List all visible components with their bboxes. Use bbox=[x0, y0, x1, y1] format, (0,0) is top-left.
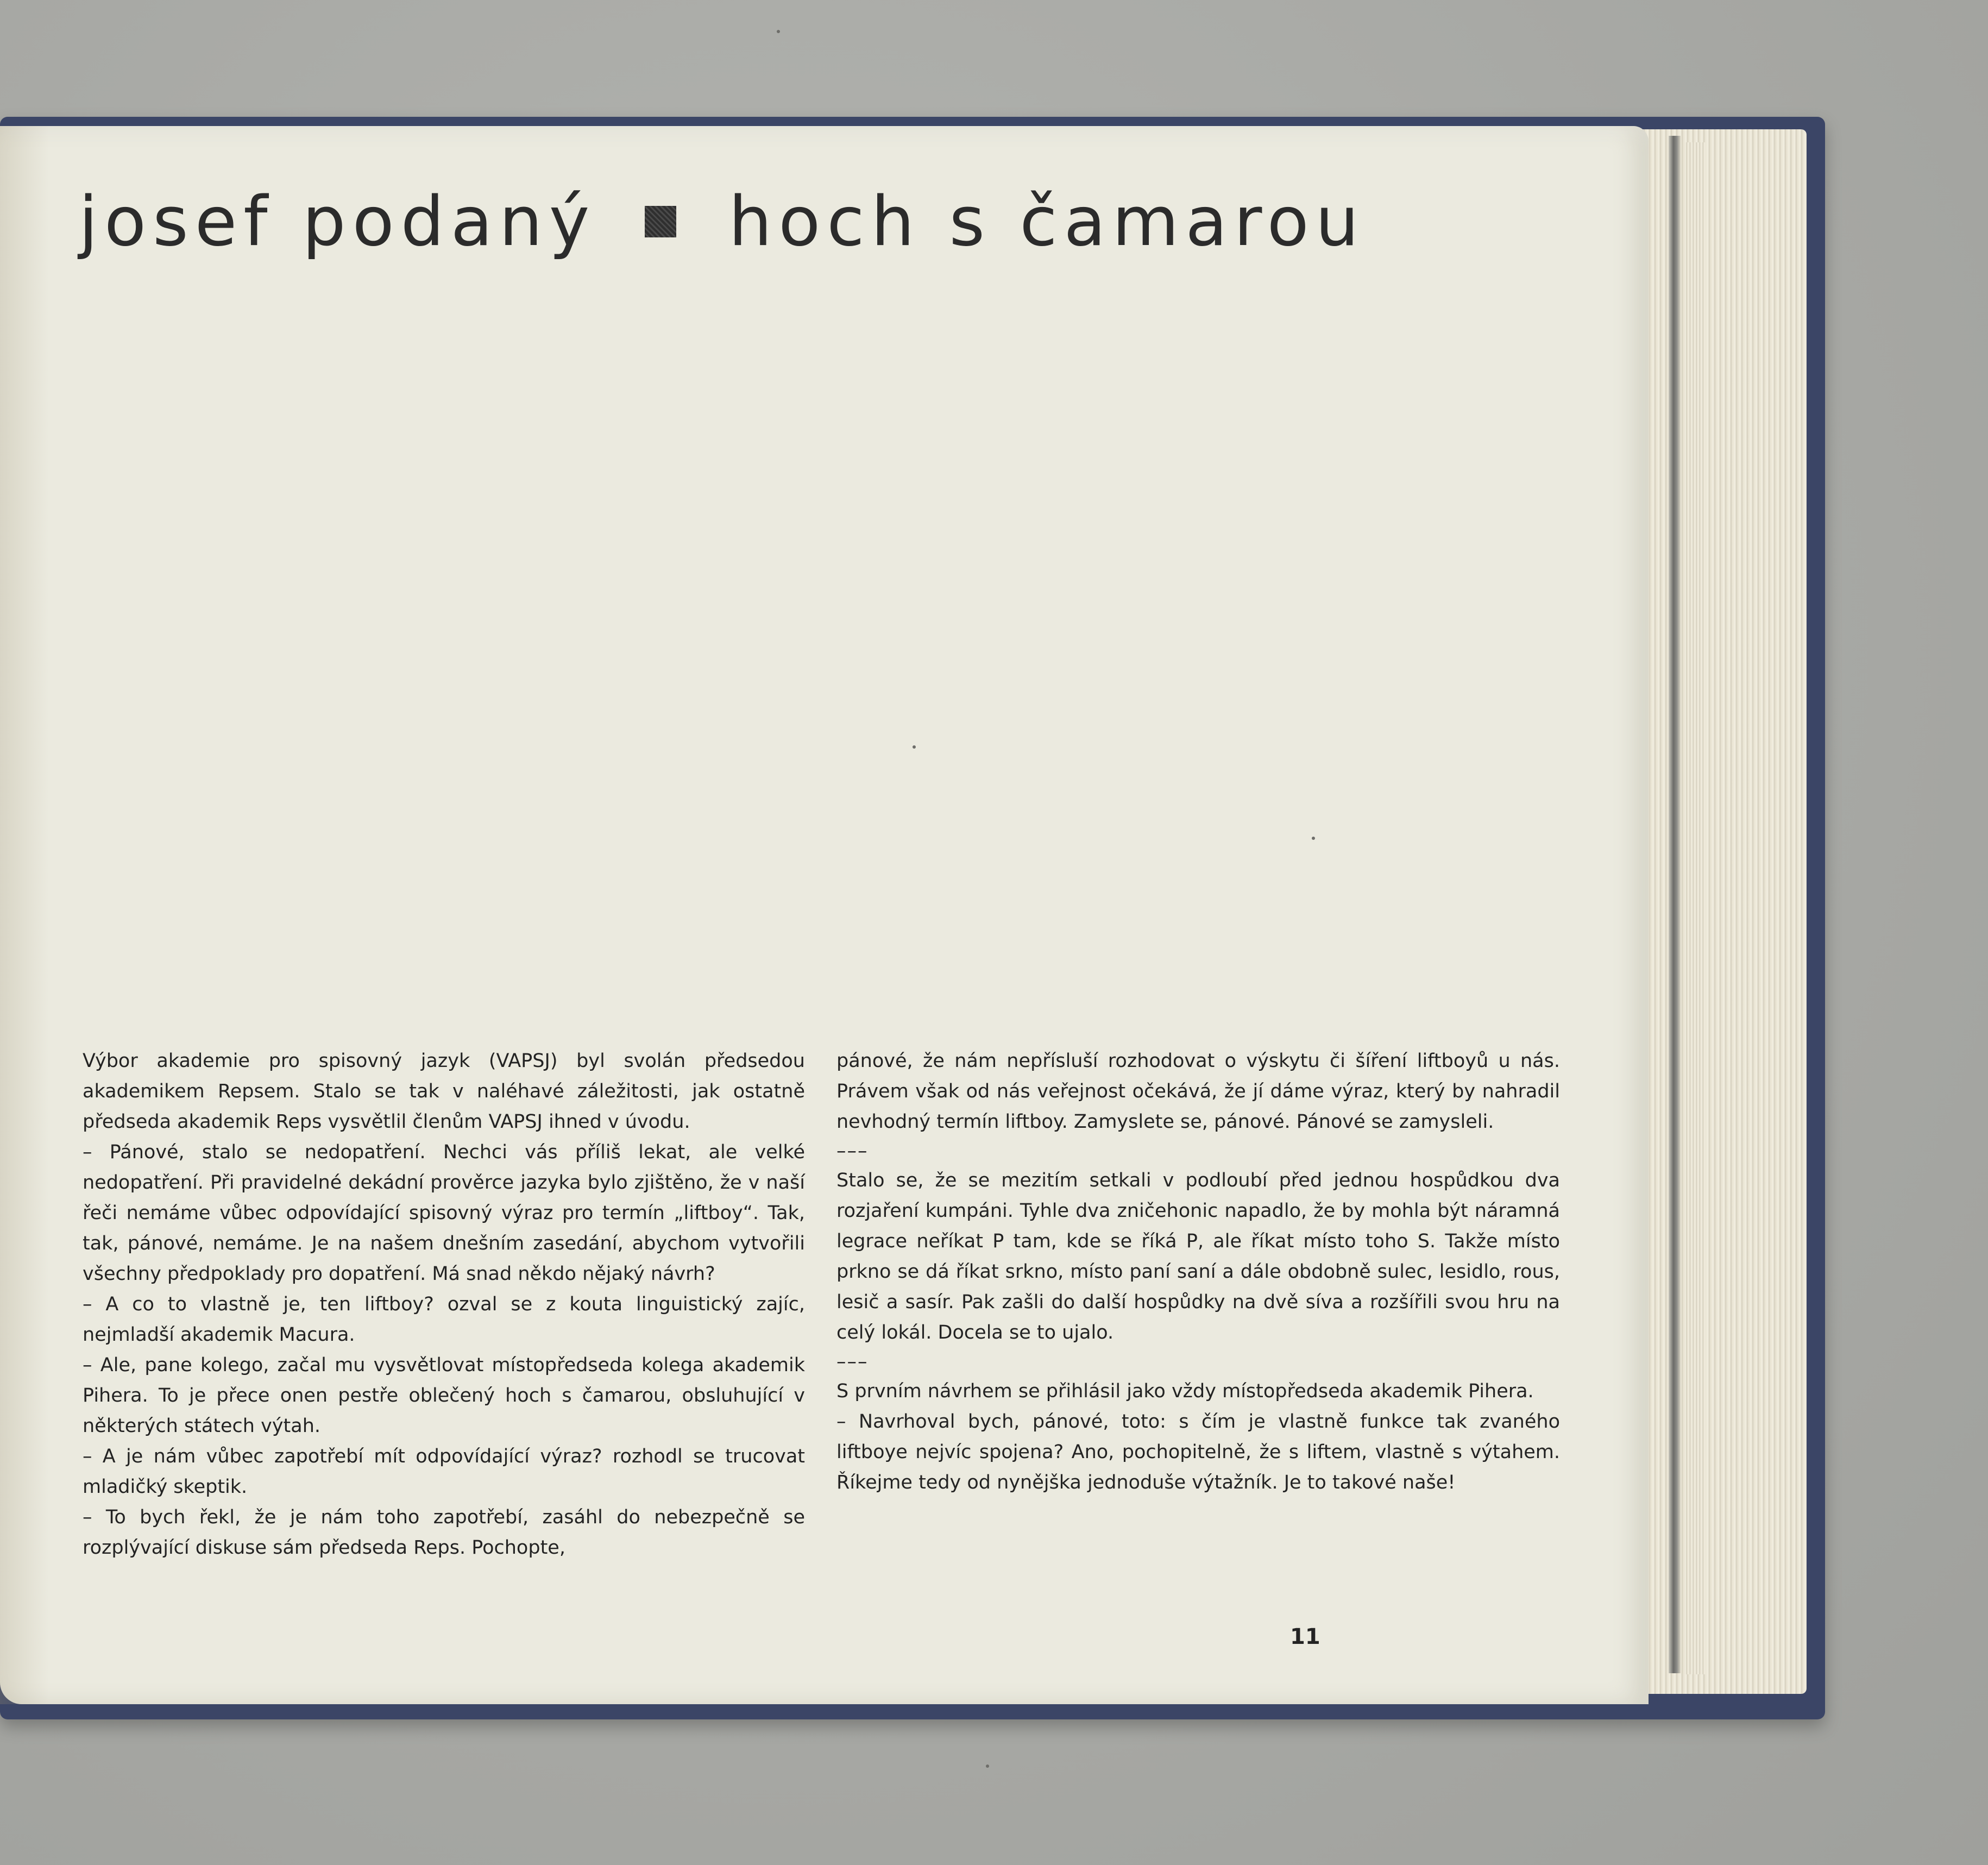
square-separator-icon bbox=[645, 206, 676, 237]
paragraph: – Navrhoval bych, pánové, toto: s čím je vlastně funkce tak zvaného liftboye nejvíc spojena? Ano, pochopitelně, že s liftem, vlastně s výtahem. Říkejme tedy od nynějška jednoduše výtažník. Je to takové naše! bbox=[836, 1411, 1560, 1493]
paragraph: – Pánové, stalo se nedopatření. Nechci vás příliš lekat, ale velké nedopatření. Při pravidelné dekádní prověrce jazyka bylo zjištěno, že v naší řeči nemáme vůbec odpovídající spisovný výraz pro termín „liftboy“. Tak, tak, pánové, nemáme. Je na našem dnešním zasedání, abychom vytvořili všechny předpoklady pro dopatření. Má snad někdo nějaký návrh? bbox=[83, 1141, 805, 1285]
paragraph: S prvním návrhem se přihlásil jako vždy místopředseda akademik Pihera. bbox=[836, 1380, 1534, 1402]
paragraph: Stalo se, že se mezitím setkali v podloubí před jednou hospůdkou dva rozjaření kumpáni. Tyhle dva zničehonic napadlo, že by mohla být náramná legrace neříkat P tam, kde se říká P, ale říkat místo toho S. Takže místo prkno se dá říkat srkno, místo paní saní a dále obdobně sulec, lesidlo, rous, lesič a sasír. Pak zašli do další hospůdky na dvě síva a rozšířili svou hru na celý lokál. Docela se to ujalo. bbox=[836, 1170, 1560, 1343]
paragraph: Výbor akademie pro spisovný jazyk (VAPSJ) byl svolán předsedou akademikem Repsem. Stalo se tak v naléhavé záležitosti, jak ostatně předseda akademik Reps vysvětlil členům VAPSJ ihned v úvodu. bbox=[83, 1050, 805, 1133]
right-column bbox=[836, 1046, 1560, 1498]
dust-speck bbox=[1312, 837, 1315, 840]
paragraph: – A je nám vůbec zapotřebí mít odpovídající výraz? rozhodl se trucovat mladičký skeptik. bbox=[83, 1446, 805, 1498]
section-separator: ––– bbox=[836, 1140, 869, 1162]
paragraph: – Ale, pane kolego, začal mu vysvětlovat místopředseda kolega akademik Pihera. To je přece onen pestře oblečený hoch s čamarou, obsluhující v některých státech výtah. bbox=[83, 1354, 805, 1437]
page-number: 11 bbox=[1290, 1624, 1320, 1649]
dust-speck bbox=[986, 1764, 989, 1768]
paragraph: pánové, že nám nepřísluší rozhodovat o výskytu či šíření liftboyů u nás. Právem však od nás veřejnost očekává, že jí dáme výraz, který by nahradil nevhodný termín liftboy. Zamyslete se, pánové. Pánové se zamysleli. bbox=[836, 1050, 1560, 1133]
page-edge-shadow bbox=[1669, 136, 1681, 1673]
page-title bbox=[79, 181, 1562, 261]
paragraph: – A co to vlastně je, ten liftboy? ozval se z kouta linguistický zajíc, nejmladší akademik Macura. bbox=[83, 1293, 805, 1346]
title-author: josef podaný bbox=[79, 181, 596, 261]
page-edge-block bbox=[1684, 142, 1706, 1674]
page-edges bbox=[1630, 129, 1807, 1694]
dust-speck bbox=[777, 30, 780, 33]
paragraph: – To bych řekl, že je nám toho zapotřebí, zasáhl do nebezpečně se rozplývající diskuse sám předseda Reps. Pochopte, bbox=[83, 1506, 805, 1559]
section-separator: ––– bbox=[836, 1351, 869, 1373]
dust-speck bbox=[913, 745, 916, 749]
title-work: hoch s čamarou bbox=[728, 181, 1366, 261]
left-column bbox=[83, 1046, 805, 1563]
